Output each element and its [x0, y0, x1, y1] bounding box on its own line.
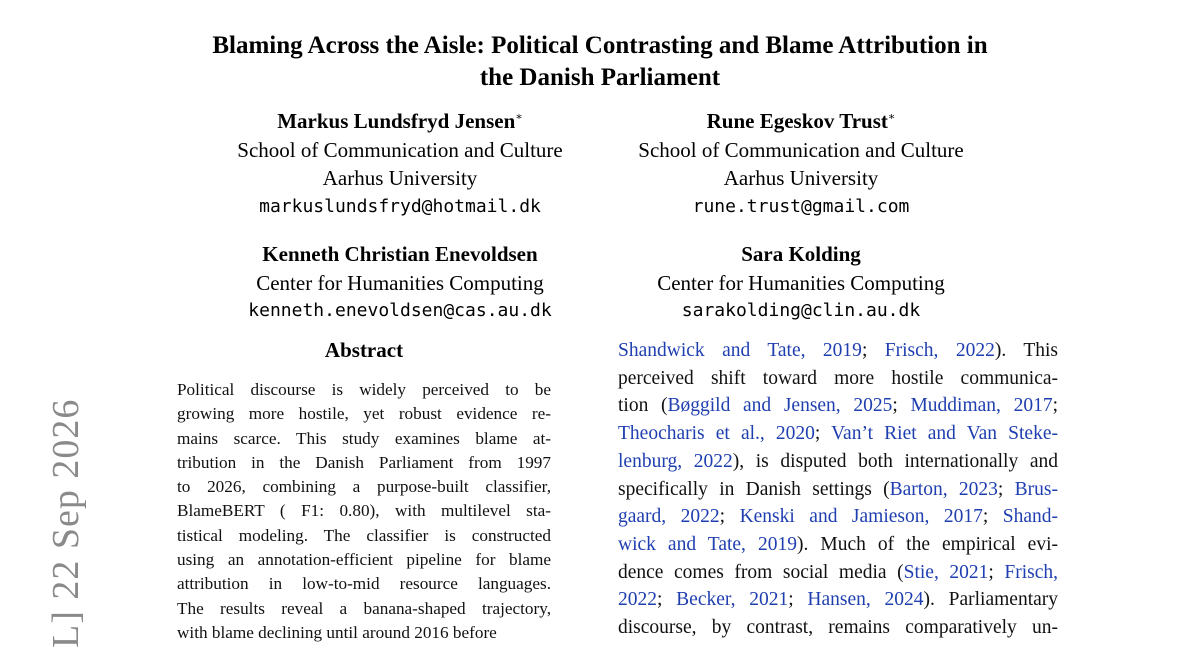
abstract-body: [177, 378, 551, 645]
author-affiliation: Center for Humanities Computing: [657, 270, 945, 295]
author-affiliation: School of Communication and Culture: [237, 137, 563, 162]
author-block-3: [190, 240, 610, 326]
author-block-4: [591, 240, 1011, 326]
author-email: kenneth.enevoldsen@cas.au.dk: [248, 300, 552, 321]
body-line: lenburg, 2022), is disputed both internationally and: [618, 450, 1058, 472]
equal-contribution-mark: ∗: [515, 111, 523, 123]
author-name: Markus Lundsfryd Jensen: [277, 109, 516, 133]
abstract-line: to 2026, combining a purpose-built classifier,: [177, 477, 551, 497]
citation-link[interactable]: Shand-: [1002, 506, 1058, 528]
abstract-line: Political discourse is widely perceived to be: [177, 380, 551, 399]
author-name: Sara Kolding: [741, 242, 861, 266]
author-affiliation: Center for Humanities Computing: [256, 270, 544, 295]
body-line: 2022; Becker, 2021; Hansen, 2024). Parliamentary: [618, 589, 1059, 611]
citation-link[interactable]: gaard, 2022: [618, 506, 720, 528]
body-line: perceived shift toward more hostile communica-: [618, 367, 1058, 389]
author-institution: Aarhus University: [723, 166, 879, 190]
citation-link[interactable]: Brus-: [1014, 478, 1058, 500]
abstract-line: attribution in low-to-mid resource languages.: [177, 574, 551, 594]
paper-title: [100, 30, 1100, 94]
citation-link[interactable]: Barton, 2023: [889, 478, 998, 500]
arxiv-stamp: L] 22 Sep 2026: [45, 398, 87, 648]
citation-link[interactable]: lenburg, 2022: [618, 450, 733, 472]
abstract-line: using an annotation-efficient pipeline for blame: [177, 550, 551, 570]
citation-link[interactable]: Shandwick and Tate, 2019: [618, 340, 862, 361]
citation-link[interactable]: wick and Tate, 2019: [618, 533, 797, 555]
author-email: rune.trust@gmail.com: [692, 195, 910, 217]
body-line: discourse, by contrast, remains comparatively un-: [618, 617, 1058, 639]
citation-link[interactable]: Theocharis et al., 2020: [618, 423, 815, 445]
author-institution: Aarhus University: [322, 166, 478, 190]
citation-link[interactable]: Bøggild and Jensen, 2025: [667, 395, 893, 417]
body-line: Theocharis et al., 2020; Van’t Riet and Van Steke-: [618, 423, 1058, 445]
title-line-2: the Danish Parliament: [479, 64, 721, 91]
citation-link[interactable]: 2022: [618, 589, 657, 611]
author-block-2: [591, 107, 1011, 221]
citation-link[interactable]: Becker, 2021: [676, 589, 789, 611]
citation-link[interactable]: Kenski and Jamieson, 2017: [739, 506, 983, 528]
body-line: wick and Tate, 2019). Much of the empirical evi-: [618, 533, 1058, 555]
body-line: tion (Bøggild and Jensen, 2025; Muddiman, 2017;: [618, 395, 1058, 417]
author-affiliation: School of Communication and Culture: [638, 137, 964, 162]
author-email: markuslundsfryd@hotmail.dk: [259, 195, 541, 217]
intro-body-text: [618, 337, 1058, 642]
citation-link[interactable]: Van’t Riet and Van Steke-: [831, 423, 1058, 445]
body-line: specifically in Danish settings (Barton, 2023; Brus-: [618, 478, 1058, 500]
body-line: gaard, 2022; Kenski and Jamieson, 2017; Shand-: [618, 506, 1058, 528]
abstract-heading: Abstract: [324, 338, 404, 362]
abstract-line: The results reveal a banana-shaped trajectory,: [177, 598, 551, 618]
author-block-1: [190, 107, 610, 221]
author-email: sarakolding@clin.au.dk: [681, 300, 921, 321]
abstract-line: mains scarce. This study examines blame at-: [177, 428, 551, 448]
abstract-line: with blame declining until around 2016 before: [177, 622, 497, 642]
abstract-line: growing more hostile, yet robust evidence re-: [177, 404, 551, 424]
equal-contribution-mark: ∗: [887, 111, 896, 123]
author-name: Rune Egeskov Trust: [706, 109, 888, 133]
citation-link[interactable]: Frisch, 2022: [884, 340, 995, 361]
citation-link[interactable]: Frisch,: [1004, 561, 1059, 583]
body-line: Shandwick and Tate, 2019; Frisch, 2022). This: [618, 340, 1058, 361]
citation-link[interactable]: Hansen, 2024: [807, 589, 924, 611]
title-line-1: Blaming Across the Aisle: Political Contrasting and Blame Attribution in: [212, 32, 988, 59]
body-line: dence comes from social media (Stie, 2021; Frisch,: [618, 561, 1059, 583]
abstract-line: tistical modeling. The classifier is constructed: [177, 525, 551, 545]
citation-link[interactable]: Stie, 2021: [903, 561, 989, 583]
abstract-line: BlameBERT ( F1: 0.80), with multilevel sta-: [177, 501, 551, 521]
citation-link[interactable]: Muddiman, 2017: [910, 395, 1053, 417]
author-name: Kenneth Christian Enevoldsen: [262, 242, 538, 266]
abstract-line: tribution in the Danish Parliament from 1997: [177, 452, 551, 472]
